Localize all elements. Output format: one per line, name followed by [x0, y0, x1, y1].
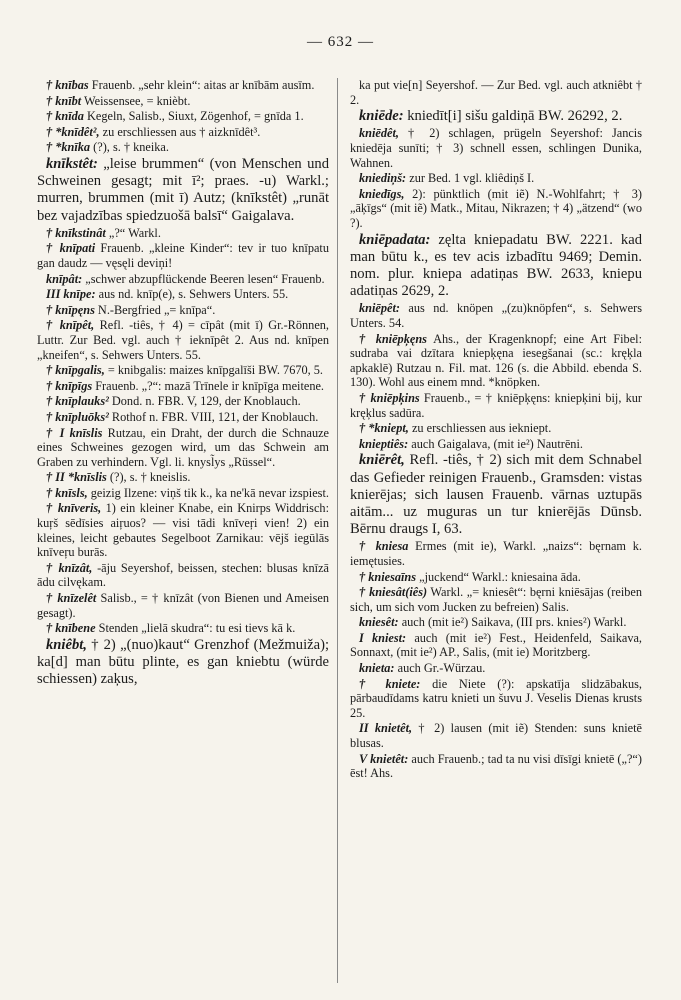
dictionary-entry	[37, 287, 329, 302]
entry-headword: † knīplauks²	[46, 394, 109, 409]
entry-headword: † knīsls,	[46, 485, 88, 500]
dictionary-entry	[37, 94, 329, 109]
entry-headword: † kniete:	[359, 676, 421, 691]
entry-headword: † knīpęns	[46, 302, 95, 317]
entry-headword: knīpât:	[46, 271, 83, 286]
entry-body: N.-Bergfried „= knīpa“.	[94, 302, 216, 317]
entry-headword: † knībt	[46, 93, 82, 108]
dictionary-entry	[37, 318, 329, 362]
entry-headword: † knīpêt,	[46, 318, 95, 333]
entry-body: zu erschliessen aus † aizknīdêt³.	[99, 124, 261, 139]
entry-headword: † *kniept,	[359, 421, 409, 436]
entry-body: geizig Ilzene: viņš tik k., ka ne'kā nevar izspiest.	[87, 485, 329, 500]
entry-headword: † *knīdêt²,	[46, 124, 100, 139]
entry-body: zęlta kniepadatu BW. 2221. kad man būtu k., es tev acis izbadītu 9469; Demin. nom. plur. kniepa adatiņas BW. 2633, kniepu adatiņas 2629, 2.	[350, 231, 642, 300]
dictionary-entry	[37, 501, 329, 559]
dictionary-entry	[350, 332, 642, 390]
entry-body: Stenden „lielā skudra“: tu esi tievs kā k.	[95, 621, 296, 636]
dictionary-entry	[350, 452, 642, 538]
entry-headword: kniêbt,	[46, 636, 87, 653]
column-divider	[337, 78, 338, 983]
entry-headword: kniedīgs,	[359, 186, 405, 201]
entry-body: zur Bed. 1 vgl. kliêdiņš I.	[406, 171, 535, 186]
entry-body: Rutzau, ein Draht, der durch die Schnauze eines Schweines gezogen wird, um das Schwein am Graben zu verhindern. Vgl. li. knysl̃ys „Rüssel“.	[37, 425, 330, 469]
entry-headword: III knīpe:	[46, 287, 96, 302]
entry-body: „?“ Warkl.	[105, 225, 161, 240]
entry-body: Frauenb. „?“: mazā Trīnele ir knīpīga meitene.	[92, 378, 324, 393]
entry-headword: kniēpadata:	[359, 231, 431, 248]
dictionary-entry	[350, 615, 642, 630]
entry-body: (?), s. † kneika.	[90, 140, 169, 155]
entry-headword: † knībene	[46, 621, 96, 636]
entry-headword: † knīda	[46, 109, 84, 124]
dictionary-entry	[37, 78, 329, 93]
entry-headword: † kniesaīns	[359, 569, 417, 584]
entry-headword: † knīveris,	[46, 501, 102, 516]
entry-body: auch Gr.-Würzau.	[394, 661, 486, 676]
dictionary-entry	[350, 752, 642, 781]
entry-headword: † I knīslis	[46, 425, 103, 440]
page-number: — 632 —	[307, 34, 374, 50]
dictionary-entry	[350, 232, 642, 301]
entry-body: aus nd. knīp(e), s. Sehwers Unters. 55.	[95, 287, 289, 302]
dictionary-entry	[37, 426, 329, 470]
dictionary-entry	[350, 721, 642, 750]
entry-body: kniedīt[i] sišu galdiņā BW. 26292, 2.	[403, 108, 623, 125]
entry-body: auch Gaigalava, (mit ie²) Nautrēni.	[408, 436, 583, 451]
dictionary-entry	[350, 391, 642, 420]
dictionary-entry	[37, 470, 329, 485]
entry-headword: I kniest:	[359, 630, 407, 645]
entry-body: Warkl. „= kniesêt“: bęrni kniēsājas (reiben sich, um sich vom Jucken zu befreien) Salis.	[350, 585, 642, 614]
dictionary-entry	[37, 637, 329, 689]
dictionary-entry	[37, 379, 329, 394]
entry-headword: V knietêt:	[359, 751, 409, 766]
dictionary-entry	[37, 363, 329, 378]
entry-body: zu erschliessen aus iekniept.	[408, 421, 552, 436]
dictionary-entry	[350, 570, 642, 585]
entry-body: Ahs., der Kragenknopf; eine Art Fibel: sudraba vai dzītara kniepķęna iesegšanai (sc.: kręķla apkaklē) Rutzau n. Fil. mat. 126 (s. die Abbild. ebenda S. 130). Wohl aus einem mnd. *knöpken.	[350, 331, 642, 390]
entry-headword: † knīpluōks²	[46, 409, 109, 424]
entry-headword: † knīzât,	[46, 560, 93, 575]
entry-headword: kniēdêt,	[359, 126, 399, 141]
entry-headword: kniediņš:	[359, 171, 407, 186]
entry-body: ka put vie[n] Seyershof. — Zur Bed. vgl. auch atkniêbt † 2.	[350, 78, 642, 107]
entry-body: -āju Seyershof, beissen, stechen: blusas knīzā ādu cilvękam.	[37, 560, 329, 590]
dictionary-entry	[37, 272, 329, 287]
dictionary-entry	[350, 677, 642, 721]
entry-headword: † knības	[46, 78, 89, 92]
dictionary-entry	[37, 394, 329, 409]
entry-headword: † knīpati	[46, 241, 96, 256]
entry-body: Dond. n. FBR. V, 129, der Knoblauch.	[108, 394, 301, 409]
left-column	[37, 78, 329, 689]
entry-headword: knīkstêt:	[46, 155, 98, 172]
entry-headword: † knīzelêt	[46, 591, 97, 606]
dictionary-entry	[350, 301, 642, 330]
dictionary-entry	[350, 108, 642, 125]
dictionary-entry	[37, 109, 329, 124]
entry-body: „leise brummen“ (von Menschen und Schweinen gesagt; mit ī²; praes. -u) Warkl.; murren, brummen (mit ī) Autz; (knīkstêt) „runāt bez vajadzības spiedzuošā balsī“ Gaigalava.	[37, 155, 329, 224]
dictionary-entry	[37, 241, 329, 270]
entry-body: Frauenb. „kleine Kinder“: tev ir tuo knīpatu gan daudz — vęsęli deviņi!	[37, 241, 329, 270]
entry-body: „juckend“ Warkl.: kniesaina āda.	[416, 569, 581, 584]
entry-body: Ermes (mit ie), Warkl. „naizs“: bęrnam k. iemętusies.	[350, 539, 642, 568]
entry-body: † 2) lausen (mit iẽ) Stenden: suns knietē blusas.	[350, 721, 642, 751]
dictionary-entry	[350, 437, 642, 452]
dictionary-entry	[37, 125, 329, 140]
entry-headword: † knīkstinât	[46, 225, 106, 240]
entry-body: auch (mit ie²) Fest., Heidenfeld, Saikava, Sonnaxt, (mit ie²) AP., Salis, (mit ie) Moritzberg.	[350, 630, 642, 660]
dictionary-entry	[37, 410, 329, 425]
entry-body: Frauenb., = † kniēpķęns: kniepķini bij, kur kręķlus sadūra.	[350, 390, 642, 420]
entry-body: auch Frauenb.; tad ta nu visi dīsīgi knietē („?“) ēst! Ahs.	[350, 751, 642, 781]
entry-body: auch (mit ie²) Saikava, (III prs. knies²) Warkl.	[398, 615, 627, 630]
entry-headword: kniēde:	[359, 108, 404, 125]
entry-headword: knieta:	[359, 661, 395, 676]
entry-headword: † II *knīslis	[46, 470, 107, 485]
entry-headword: † kniesa	[359, 539, 409, 554]
dictionary-entry	[350, 78, 642, 107]
entry-body: 2): pünktlich (mit iẽ) N.-Wohlfahrt; † 3) „āķīgs“ (mit iẽ) Matk., Mitau, Nikrazen; † 4) „ätzend“ (wo ?).	[350, 186, 642, 230]
dictionary-entry	[37, 621, 329, 636]
entry-body: Weissensee, = knièbt.	[81, 93, 191, 108]
dictionary-entry	[350, 421, 642, 436]
dictionary-entry	[37, 226, 329, 241]
dictionary-entry	[350, 661, 642, 676]
entry-headword: † kniesât(iês)	[359, 585, 428, 600]
entry-headword: II knietêt,	[359, 721, 413, 736]
entry-headword: kniesêt:	[359, 615, 399, 630]
dictionary-entry	[350, 171, 642, 186]
entry-body: † 2) schlagen, prügeln Seyershof: Jancis kniedēja sunīti; † 3) schnell essen, schlingen Dunika, Wahnen.	[350, 126, 642, 170]
entry-body: Frauenb. „sehr klein“: aitas ar knībām ausīm.	[88, 78, 315, 92]
dictionary-entry	[37, 156, 329, 225]
dictionary-entry	[37, 140, 329, 155]
entry-headword: † knīpgalis,	[46, 363, 105, 378]
entry-body: † 2) „(nuo)kaut“ Grenzhof (Mežmuiža); ka[d] man būtu plinte, es gan kniebtu (würde schiessen) zaķus,	[37, 636, 329, 688]
entry-headword: kniērêt,	[359, 452, 405, 469]
dictionary-entry	[350, 585, 642, 614]
entry-body: 1) ein kleiner Knabe, ein Knirps Widdrisch: kuŗš sēdīsies aiŗuos? — visi tādi knīveŗi vien! 2) ein kleines, leicht gebautes Segelboot Zarnikau: vējš iegūlās knīveŗu burās.	[37, 501, 329, 560]
dictionary-entry	[350, 631, 642, 660]
entry-headword: kniēpêt:	[359, 301, 400, 316]
right-column	[350, 78, 642, 782]
dictionary-entry	[37, 303, 329, 318]
entry-body: Rothof n. FBR. VIII, 121, der Knoblauch.	[108, 409, 319, 424]
entry-body: Refl. -tiês, † 4) = cīpât (mit ī) Gr.-Rönnen, Luttr. Zur Bed. vgl. auch † ieknīpêt 2. Aus nd. knīpen „kneifen“, s. Sehwers Unters. 55.	[37, 318, 329, 362]
dictionary-entry	[37, 561, 329, 590]
dictionary-entry	[37, 486, 329, 501]
entry-body: die Niete (?): apskatīja slidzābakus, pārbaudīdams katru knieti un šuvu J. Veselis Dienas krusts 25.	[350, 676, 642, 720]
dictionary-entry	[350, 539, 642, 568]
entry-headword: † knīpīgs	[46, 378, 93, 393]
entry-headword: † *knīka	[46, 140, 91, 155]
entry-body: Salisb., = † knīzât (von Bienen und Ameisen gesagt).	[37, 591, 329, 620]
entry-body: „schwer abzupflückende Beeren lesen“ Frauenb.	[82, 271, 325, 286]
entry-body: (?), s. † kneislis.	[106, 470, 191, 485]
dictionary-entry	[350, 126, 642, 170]
dictionary-entry	[350, 187, 642, 231]
entry-body: aus nd. knöpen „(zu)knöpfen“, s. Sehwers Unters. 54.	[350, 301, 642, 330]
dictionary-entry	[37, 591, 329, 620]
entry-body: Kegeln, Salisb., Siuxt, Zögenhof, = gnīda 1.	[83, 109, 304, 124]
entry-headword: knieptiês:	[359, 436, 409, 451]
entry-headword: † kniēpķins	[359, 390, 420, 405]
entry-body: Refl. -tiês, † 2) sich mit dem Schnabel das Gefieder reinigen Frauenb., Gramsden: vistas knierējas; sich lausen Frauenb. vārnas uztupās aitām... uz muguras un tur knierējās Dūnsb. Bērnu draugs I, 63.	[350, 452, 642, 538]
entry-headword: † kniēpķęns	[359, 331, 427, 346]
entry-body: = knibgalis: maizes knīpgalīši BW. 7670, 5.	[104, 363, 324, 378]
